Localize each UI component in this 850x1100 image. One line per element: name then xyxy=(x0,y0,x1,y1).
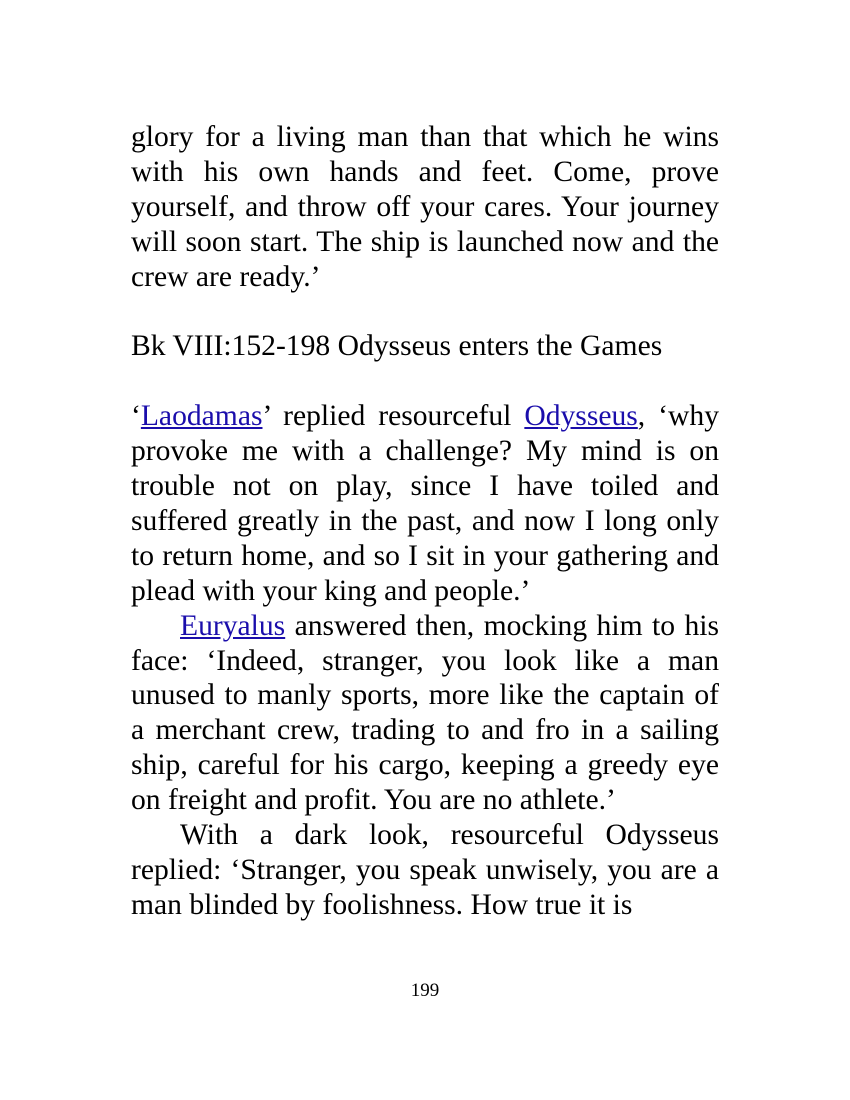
paragraph-2 xyxy=(131,399,719,608)
page-body xyxy=(131,120,719,923)
paragraph-3 xyxy=(131,609,719,818)
paragraph-4: With a dark look, resourceful Odysseus replied: ‘Stranger, you speak unwisely, you are a man blinded by foolishness. How true it is xyxy=(131,819,719,921)
paragraph-2-text-b: , ‘why provoke me with a challenge? My mind is on trouble not on play, since I have toiled and suffered greatly in the past, and now I long only to return home, and so I sit in your gathering and plead with your king and people.’ xyxy=(131,400,719,607)
spacer xyxy=(131,295,719,330)
paragraph-3-text: answered then, mocking him to his face: ‘Indeed, stranger, you look like a man unused to manly sports, more like the captain of a merchant crew, trading to and fro in a sailing ship, careful for his cargo, keeping a greedy eye on freight and profit. You are no athlete.’ xyxy=(131,609,719,817)
paragraph-1: glory for a living man than that which he wins with his own hands and feet. Come, prove yourself, and throw off your cares. Your journey will soon start. The ship is launched now and the crew are ready.’ xyxy=(131,121,719,293)
paragraph-2-text-a: ’ replied resourceful xyxy=(262,400,525,433)
link-odysseus[interactable]: Odysseus xyxy=(524,400,638,433)
spacer xyxy=(131,364,719,399)
section-heading: Bk VIII:152-198 Odysseus enters the Games xyxy=(131,330,663,363)
link-euryalus[interactable]: Euryalus xyxy=(180,609,286,642)
open-quote: ‘ xyxy=(131,400,141,433)
link-laodamas[interactable]: Laodamas xyxy=(140,400,263,433)
page-number: 199 xyxy=(410,980,440,1001)
